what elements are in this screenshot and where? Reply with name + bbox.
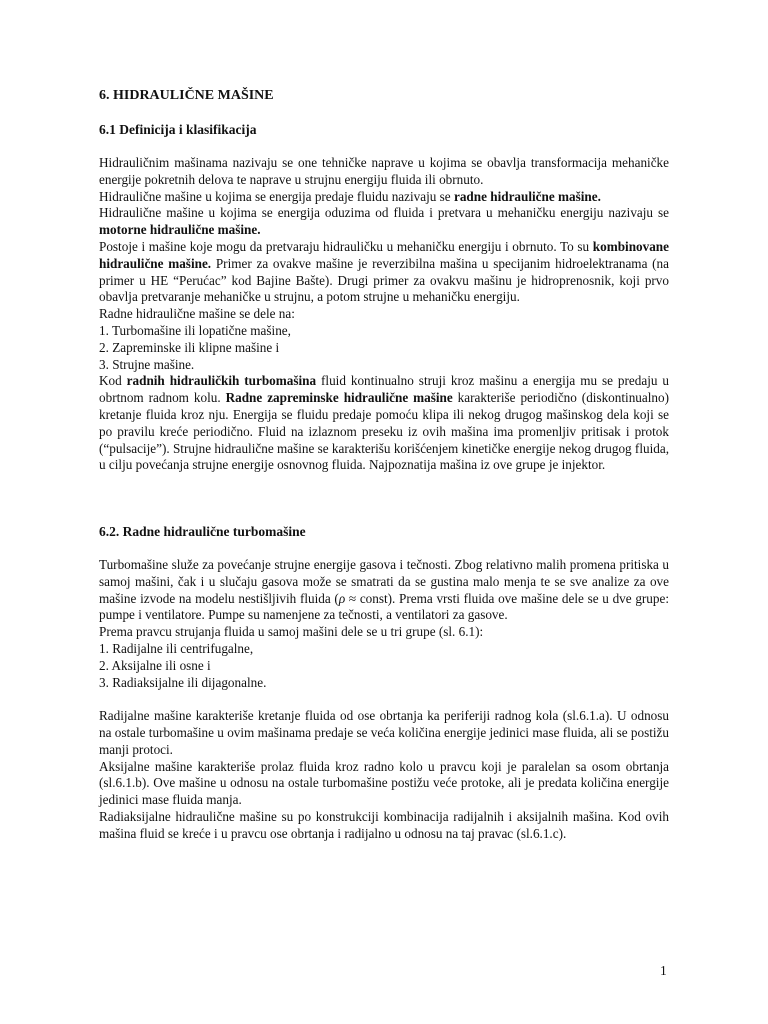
text-run: Turbomašine služe za povećanje strujne energije gasova i tečnosti. Zbog relativno malih promena pritiska u samoj mašini, čak i u slučaju gasova može se smatrati da se gustina malo menja te se sve analize za ove mašine izvode na modelu nestišljivih fluida ( bbox=[99, 557, 669, 606]
paragraph: Prema pravcu strujanja fluida u samoj mašini dele se u tri grupe (sl. 6.1): bbox=[99, 624, 484, 640]
text-run: Kod bbox=[99, 373, 127, 389]
paragraph bbox=[99, 189, 669, 206]
text-run: Hidraulične mašine u kojima se energija oduzima od fluida i pretvara u mehaničku energiju nazivaju se bbox=[99, 205, 669, 221]
section-6-1-body bbox=[99, 155, 669, 474]
chapter-heading: 6. HIDRAULIČNE MAŠINE bbox=[99, 88, 274, 103]
text-run: ≈ const). Prema vrsti fluida ove mašine dele se u dve grupe: pumpe i ventilatore. Pumpe su namenjene za tečnosti, a ventilatori za gasove. bbox=[99, 590, 670, 623]
bold-term: kombinovane hidraulične mašine. bbox=[99, 238, 669, 271]
section-6-2-title: 6.2. Radne hidraulične turbomašine bbox=[99, 524, 306, 539]
bold-term: Radne zapreminske hidraulične mašine bbox=[225, 390, 453, 406]
paragraph: Aksijalne mašine karakteriše prolaz fluida kroz radno kolo u pravcu koji je paralelan sa osom obrtanja (sl.6.1.b). Ove mašine u odnosu na ostale turbomašine postižu veće protoke, ali je predata količina energije jedinici mase fluida manja. bbox=[99, 758, 669, 808]
list-item: 2. Zapreminske ili klipne mašine i bbox=[99, 339, 280, 355]
rho-symbol: ρ bbox=[338, 590, 346, 606]
text-run: Hidraulične mašine u kojima se energija predaje fluidu nazivaju se bbox=[99, 188, 454, 204]
section-6-2-body bbox=[99, 557, 669, 843]
page-number: 1 bbox=[660, 963, 667, 978]
list-item: 3. Radiaksijalne ili dijagonalne. bbox=[99, 674, 267, 690]
paragraph: Radne hidraulične mašine se dele na: bbox=[99, 306, 295, 322]
text-run: Primer za ovakve mašine je reverzibilna mašina u specijanim hidroelektranama (na primer u HE “Perućac” kod Bajine Bašte). Drugi primer za ovakvu mašinu je hidroprenosnik, koji prvo obavlja pretvaranje mehaničke u strujnu, a potom strujne u mehaničku energiju. bbox=[99, 255, 670, 305]
text-run: Postoje i mašine koje mogu da pretvaraju hidrauličku u mehaničku energiju i obrnuto. To su bbox=[99, 238, 593, 254]
section-6-1-title: 6.1 Definicija i klasifikacija bbox=[99, 122, 257, 137]
bold-term: radne hidraulične mašine. bbox=[453, 188, 601, 204]
paragraph bbox=[99, 557, 669, 624]
paragraph bbox=[99, 205, 669, 239]
bold-term: radnih hidrauličkih turbomašina bbox=[126, 373, 317, 389]
paragraph bbox=[99, 373, 669, 474]
text-run: karakteriše periodično (diskontinualno) kretanje fluida kroz nju. Energija se fluidu predaje pomoću klipa ili nekog drugog mašinskog dela koji se po pravilu kreće periodično. Fluid na izlaznom preseku iz ovih mašina ima promenljiv pritisak i protok (“pulsacije”). Strujne hidraulične mašine se karakterišu korišćenjem kinetičke energije nekog drugog fluida, u cilju povećanja strujne energije osnovnog fluida. Najpoznatija mašina iz ove grupe je injektor. bbox=[99, 390, 669, 473]
list-item: 2. Aksijalne ili osne i bbox=[99, 657, 211, 673]
paragraph bbox=[99, 239, 669, 306]
text-run: fluid kontinualno struji kroz mašinu a energija mu se predaju u obrtnom radnom kolu. bbox=[99, 373, 669, 406]
list-item: 1. Radijalne ili centrifugalne, bbox=[99, 640, 254, 656]
paragraph: Hidrauličnim mašinama nazivaju se one tehničke naprave u kojima se obavlja transformacija mehaničke energije pokretnih delova te naprave u strujnu energiju fluida ili obrnuto. bbox=[99, 155, 669, 187]
list-item: 3. Strujne mašine. bbox=[99, 356, 195, 372]
list-item: 1. Turbomašine ili lopatične mašine, bbox=[99, 322, 291, 338]
bold-term: motorne hidraulične mašine. bbox=[99, 222, 261, 238]
paragraph: Radiaksijalne hidraulične mašine su po konstrukciji kombinacija radijalnih i aksijalnih mašina. Kod ovih mašina fluid se kreće i u pravcu ose obrtanja i radijalno u odnosu na taj pravac (sl.6.1.c). bbox=[99, 808, 669, 841]
paragraph: Radijalne mašine karakteriše kretanje fluida od ose obrtanja ka periferiji radnog kola (sl.6.1.a). U odnosu na ostale turbomašine u ovim mašinama predaje se veća količina energije jedinici mase fluida, ali se postižu manji protoci. bbox=[99, 708, 669, 757]
